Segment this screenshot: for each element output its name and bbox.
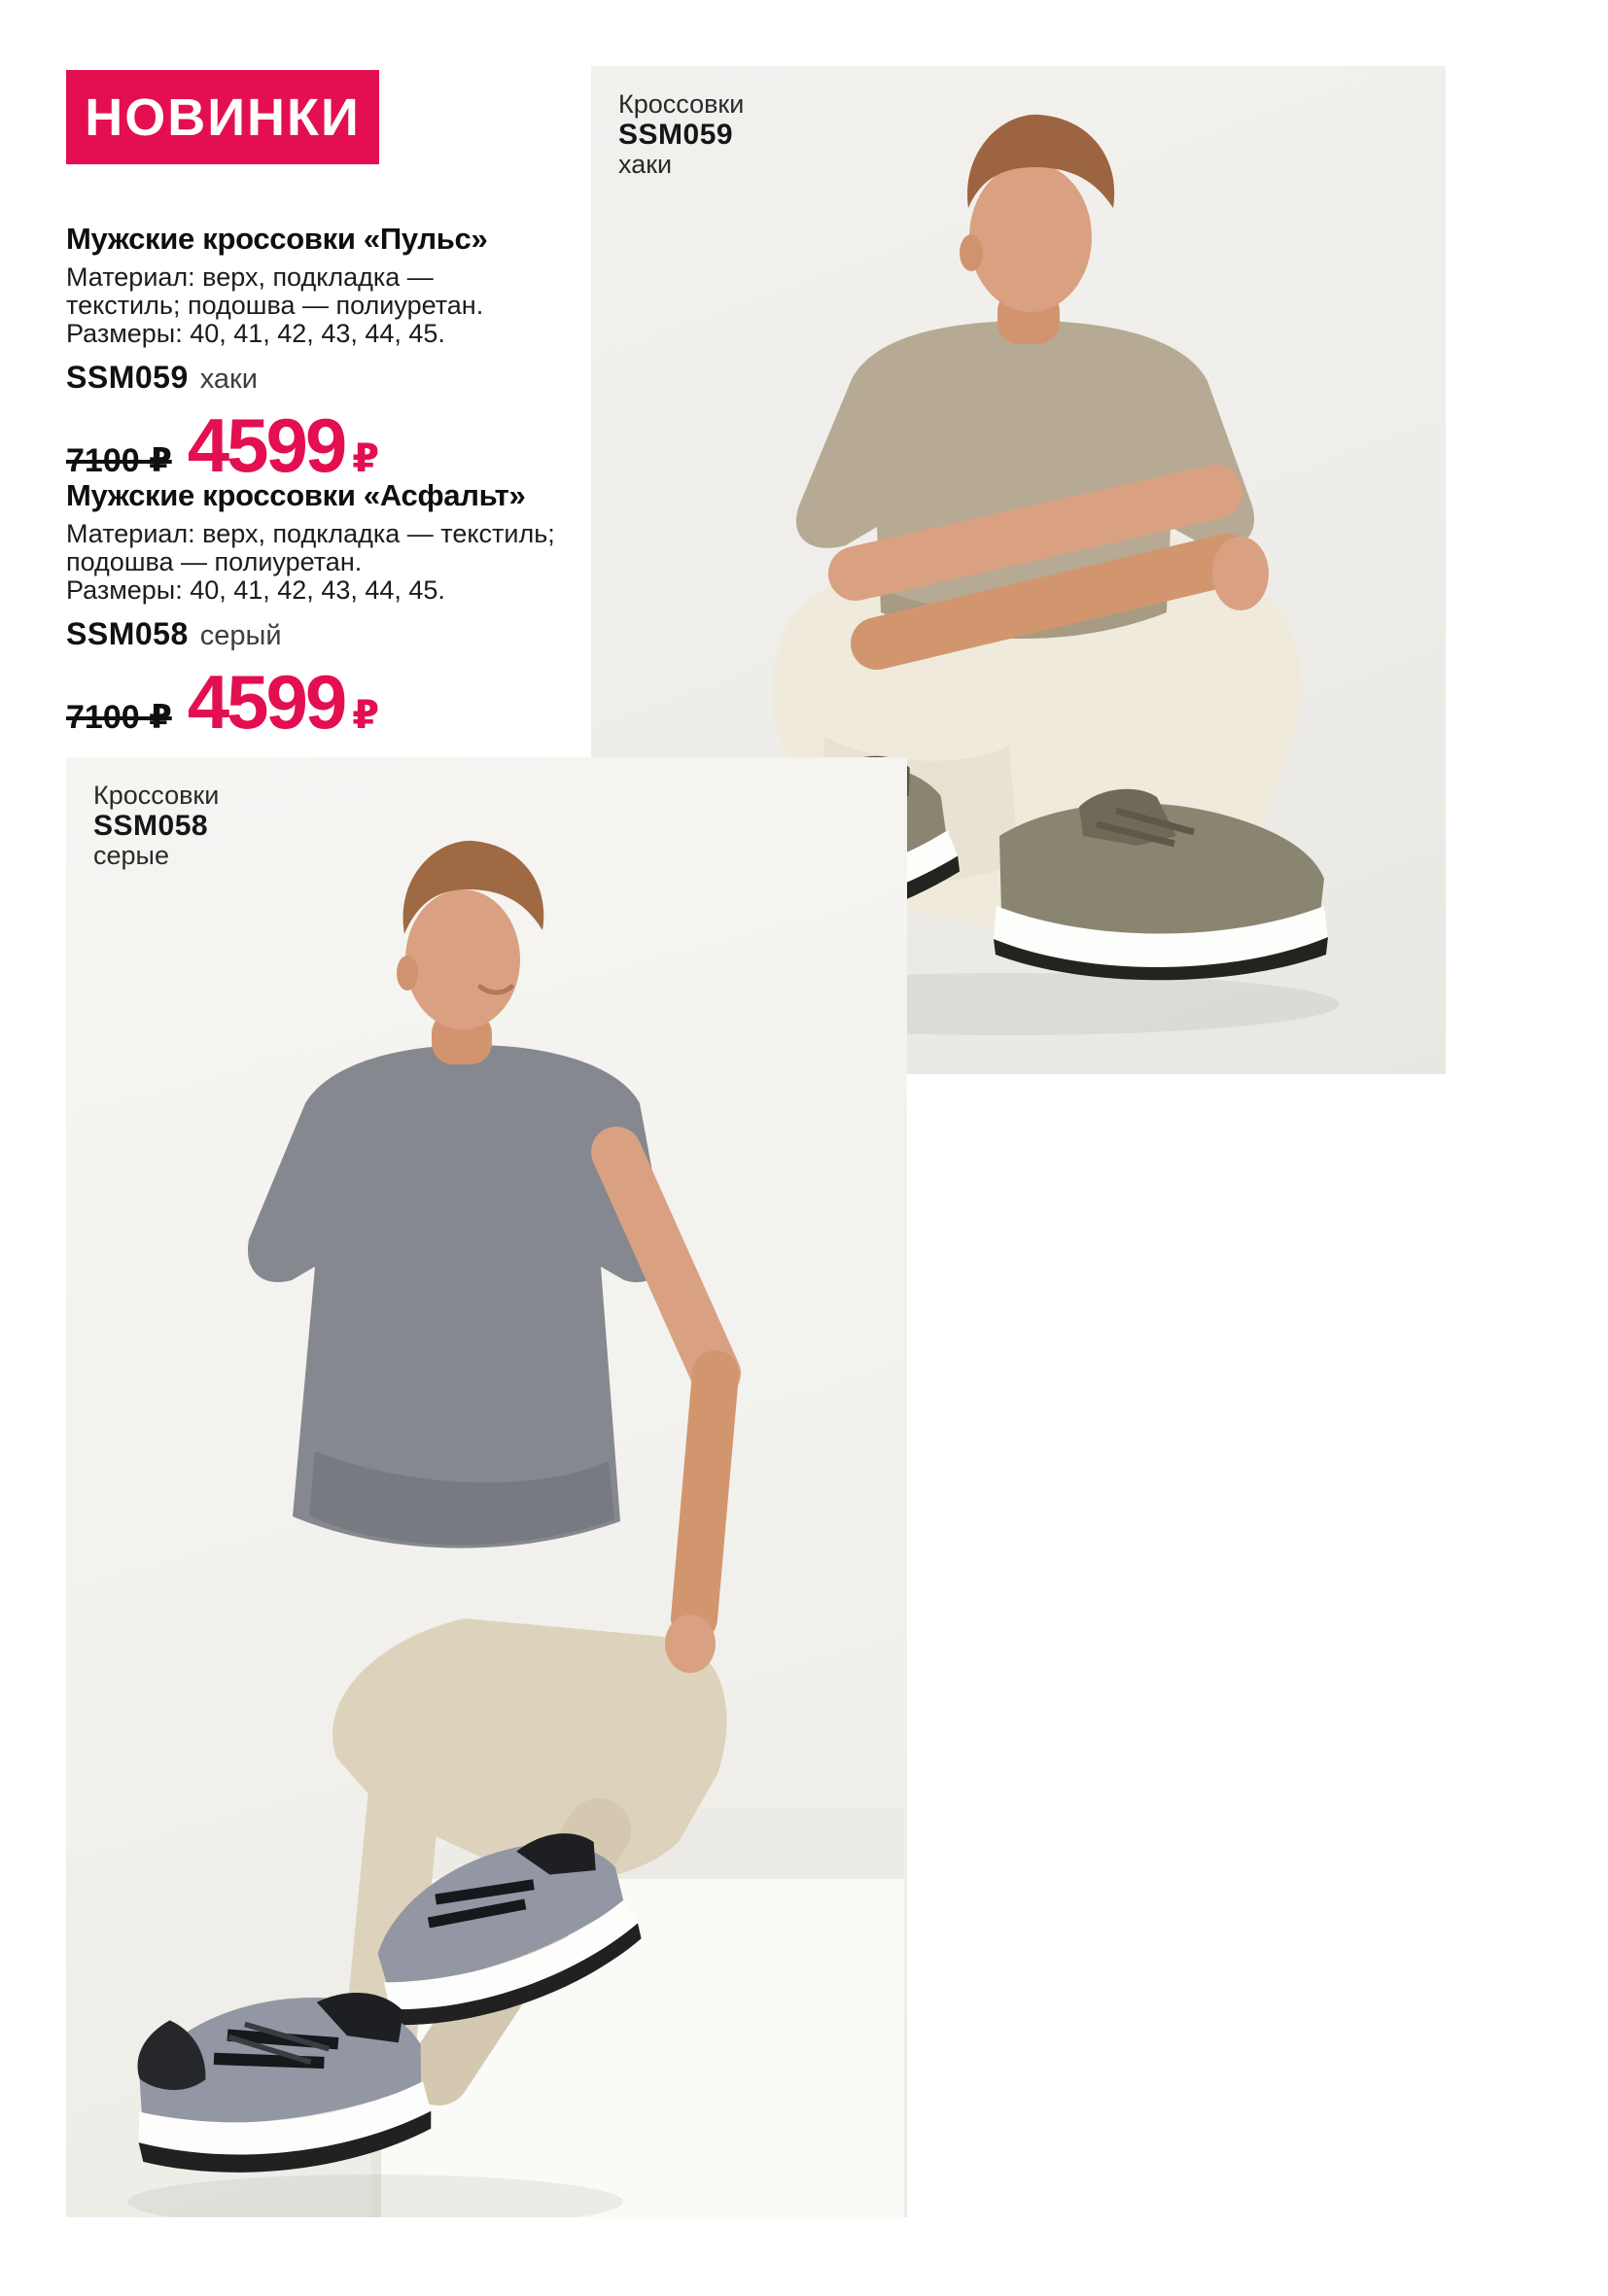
new-items-badge: НОВИНКИ — [66, 70, 379, 164]
product-code-row — [66, 360, 611, 396]
currency-icon: ₽ — [352, 437, 380, 480]
currency-icon: ₽ — [352, 694, 380, 737]
product-block-puls — [66, 222, 611, 488]
product-description — [66, 520, 611, 605]
product-desc-line: подошва — полиуретан. — [66, 547, 363, 576]
product-desc-line: Материал: верх, подкладка — — [66, 262, 434, 292]
product-color-name: хаки — [199, 364, 258, 395]
old-price: 7100 ₽ — [66, 699, 172, 736]
seated-man-on-cube-illustration — [93, 781, 907, 2217]
product-code-row — [66, 616, 611, 652]
product-desc-line: Размеры: 40, 41, 42, 43, 44, 45. — [66, 575, 445, 605]
product-desc-line: Размеры: 40, 41, 42, 43, 44, 45. — [66, 319, 445, 348]
price-row — [66, 402, 611, 488]
photo-label-ssm059 — [618, 89, 744, 180]
photo-label-ssm058 — [93, 781, 219, 871]
product-desc-line: текстиль; подошва — полиуретан. — [66, 291, 484, 320]
new-price: 4599 — [187, 659, 345, 745]
product-block-asfalt — [66, 478, 611, 745]
product-description — [66, 263, 611, 348]
product-desc-line: Материал: верх, подкладка — текстиль; — [66, 519, 555, 548]
product-code: SSM058 — [66, 616, 189, 651]
old-price: 7100 ₽ — [66, 442, 172, 479]
photo-label-line: Кроссовки — [93, 781, 220, 810]
product-title: Мужские кроссовки «Пульс» — [66, 222, 488, 256]
photo-label-line: Кроссовки — [618, 89, 745, 119]
model-photo-ssm058 — [66, 757, 907, 2217]
product-color-name: серый — [199, 620, 282, 651]
photo-label-color: хаки — [618, 150, 673, 179]
photo-label-code: SSM059 — [618, 119, 734, 151]
product-title: Мужские кроссовки «Асфальт» — [66, 478, 526, 512]
new-price: 4599 — [187, 402, 345, 488]
photo-label-color: серые — [93, 841, 169, 870]
price-row — [66, 659, 611, 745]
product-code: SSM059 — [66, 360, 189, 395]
photo-label-code: SSM058 — [93, 810, 209, 842]
